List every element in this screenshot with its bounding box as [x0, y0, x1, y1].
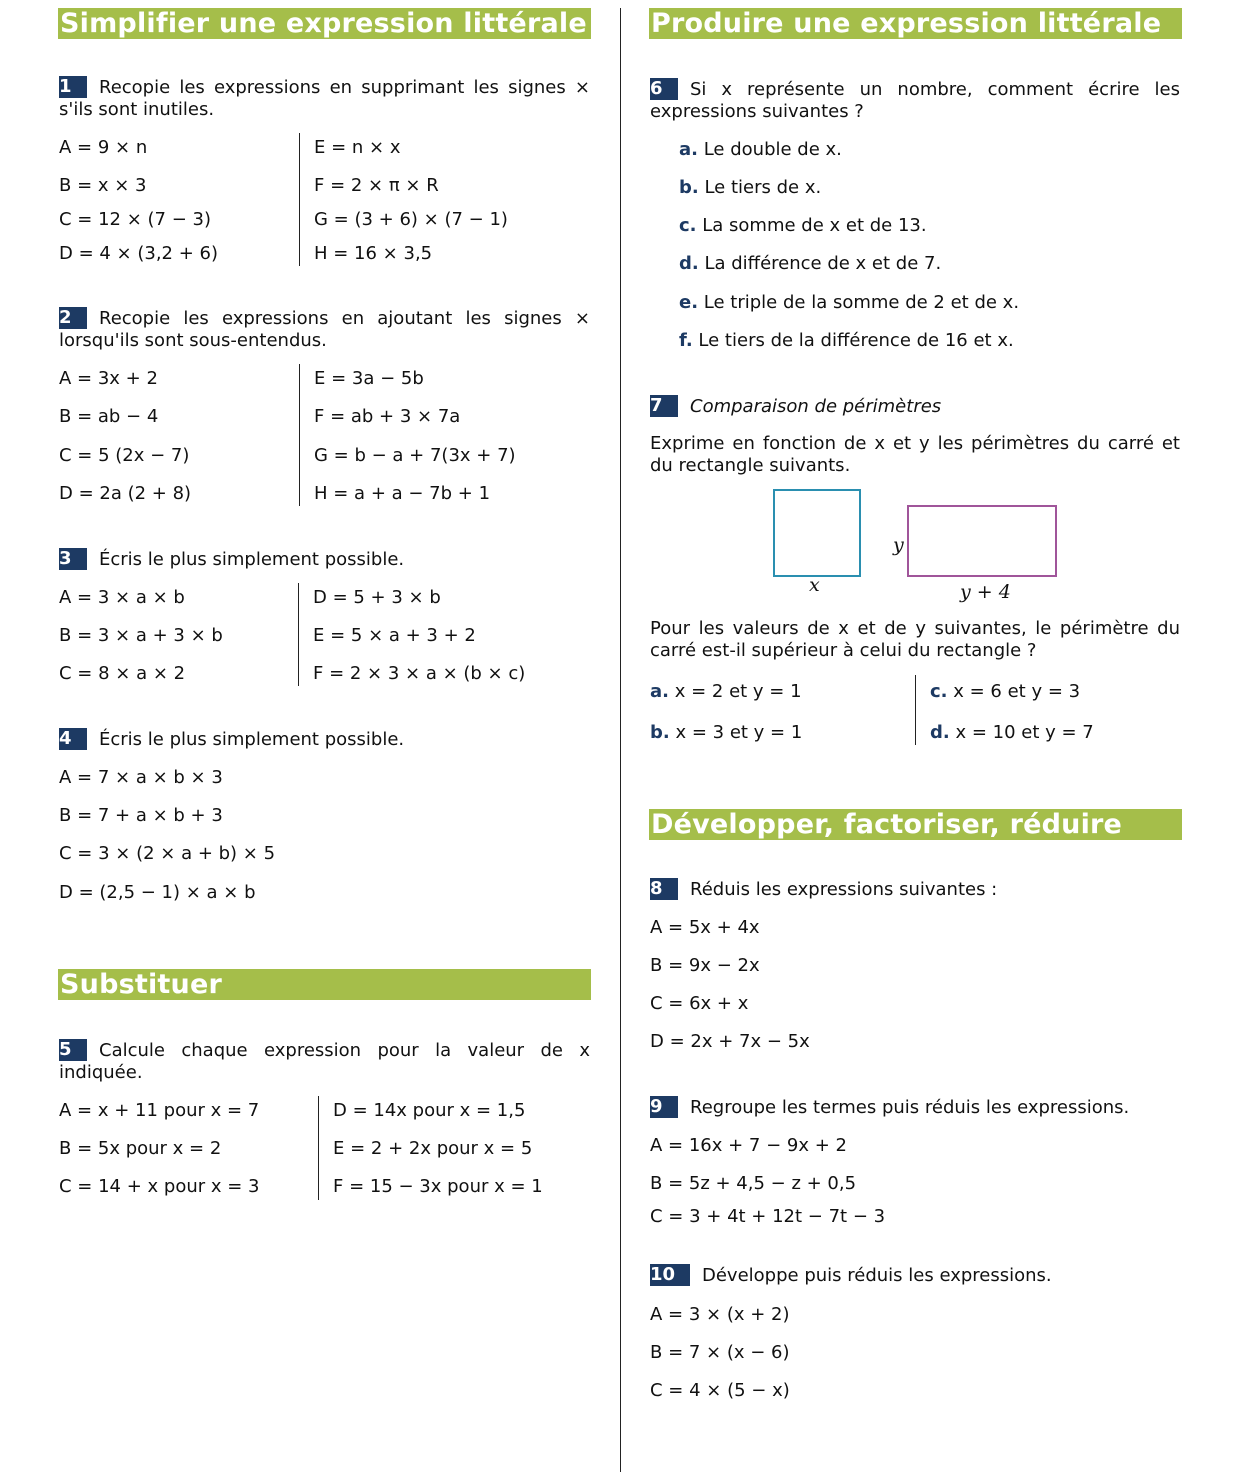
expression: B = 3 × a + 3 × b: [59, 625, 223, 646]
exercise-number: 5: [59, 1039, 87, 1061]
expression: A = 7 × a × b × 3: [59, 767, 223, 788]
exercise-number: 1: [59, 76, 87, 98]
item-label: a.: [650, 681, 669, 702]
item-label: b.: [679, 177, 699, 198]
list-item: [679, 329, 1014, 353]
expression: D = 5 + 3 × b: [313, 587, 441, 608]
list-item: [679, 252, 941, 276]
list-item: [679, 214, 927, 238]
exercise-text: Regroupe les termes puis réduis les expressions.: [690, 1097, 1130, 1118]
expression: B = 7 + a × b + 3: [59, 805, 223, 826]
item-text: x = 10 et y = 7: [955, 722, 1094, 743]
exercise-text: Écris le plus simplement possible.: [99, 549, 405, 570]
table-separator: [298, 583, 299, 686]
expression: H = 16 × 3,5: [314, 243, 433, 264]
item-label: c.: [930, 681, 948, 702]
exercise-number: 8: [650, 878, 678, 900]
expression: A = 3x + 2: [59, 368, 158, 389]
exercise-5-statement: [59, 1039, 590, 1084]
exercise-6-statement: [650, 78, 1180, 123]
list-item: [930, 680, 1080, 704]
exercise-10-statement: [650, 1264, 1180, 1287]
column-divider: [620, 8, 621, 1472]
expression: E = n × x: [314, 137, 401, 158]
expression: E = 3a − 5b: [314, 368, 424, 389]
item-text: x = 3 et y = 1: [675, 722, 803, 743]
list-item: [650, 680, 802, 704]
expression: B = 9x − 2x: [650, 955, 760, 976]
expression: E = 5 × a + 3 + 2: [313, 625, 476, 646]
section-title-simplifier: Simplifier une expression littérale: [58, 8, 591, 39]
item-label: e.: [679, 292, 699, 313]
exercise-4-statement: [59, 728, 590, 751]
exercise-number: 3: [59, 548, 87, 570]
item-text: Le tiers de x.: [704, 177, 822, 198]
table-separator: [318, 1096, 319, 1200]
expression: F = 2 × π × R: [314, 175, 439, 196]
expression: B = 5z + 4,5 − z + 0,5: [650, 1173, 857, 1194]
expression: B = 7 × (x − 6): [650, 1342, 790, 1363]
exercise-text: Recopie les expressions en supprimant les signes × s'ils sont inutiles.: [59, 77, 590, 120]
exercise-3-statement: [59, 548, 590, 571]
expression: C = 5 (2x − 7): [59, 445, 190, 466]
exercise-7-intro: Exprime en fonction de x et y les périmètres du carré et du rectangle suivants.: [650, 433, 1180, 476]
expression: F = ab + 3 × 7a: [314, 406, 461, 427]
expression: D = 14x pour x = 1,5: [333, 1100, 526, 1121]
expression: H = a + a − 7b + 1: [314, 483, 491, 504]
item-label: f.: [679, 330, 693, 351]
expression: G = b − a + 7(3x + 7): [314, 445, 516, 466]
table-separator: [299, 364, 300, 506]
expression: C = 4 × (5 − x): [650, 1380, 790, 1401]
exercise-9-statement: [650, 1096, 1180, 1119]
list-item: [930, 721, 1094, 745]
exercise-number: 9: [650, 1096, 678, 1118]
exercise-number: 6: [650, 78, 678, 100]
expression: A = x + 11 pour x = 7: [59, 1100, 260, 1121]
expression: G = (3 + 6) × (7 − 1): [314, 209, 508, 230]
item-label: d.: [679, 253, 699, 274]
exercise-text: Réduis les expressions suivantes :: [690, 879, 998, 900]
section-title-produire: Produire une expression littérale: [649, 8, 1182, 39]
item-text: La différence de x et de 7.: [704, 253, 942, 274]
expression: C = 12 × (7 − 3): [59, 209, 211, 230]
expression: B = x × 3: [59, 175, 147, 196]
list-item: [679, 138, 842, 162]
expression: B = ab − 4: [59, 406, 159, 427]
exercise-text: Développe puis réduis les expressions.: [702, 1265, 1052, 1286]
item-label: b.: [650, 722, 670, 743]
expression: C = 6x + x: [650, 993, 749, 1014]
square-figure: [773, 489, 861, 577]
exercise-text: Si x représente un nombre, comment écrire les expressions suivantes ?: [650, 79, 1180, 122]
item-label: d.: [930, 722, 950, 743]
expression: A = 3 × (x + 2): [650, 1304, 790, 1325]
exercise-7-question: Pour les valeurs de x et de y suivantes, le périmètre du carré est-il supérieur à celui du rectangle ?: [650, 618, 1180, 661]
section-title-substituer: Substituer: [58, 969, 591, 1000]
item-text: Le double de x.: [703, 139, 842, 160]
exercise-title: Comparaison de périmètres: [690, 396, 942, 417]
square-side-label: x: [809, 574, 820, 596]
expression: C = 3 + 4t + 12t − 7t − 3: [650, 1206, 886, 1227]
table-separator: [915, 675, 916, 745]
expression: C = 3 × (2 × a + b) × 5: [59, 843, 276, 864]
expression: F = 15 − 3x pour x = 1: [333, 1176, 543, 1197]
list-item: [679, 291, 1019, 315]
expression: C = 14 + x pour x = 3: [59, 1176, 260, 1197]
expression: D = 2a (2 + 8): [59, 483, 192, 504]
item-text: Le tiers de la différence de 16 et x.: [698, 330, 1014, 351]
expression: B = 5x pour x = 2: [59, 1138, 222, 1159]
expression: D = 2x + 7x − 5x: [650, 1031, 810, 1052]
item-label: c.: [679, 215, 697, 236]
exercise-2-statement: [59, 307, 590, 352]
exercise-number: 7: [650, 395, 678, 417]
exercise-text: Calcule chaque expression pour la valeur de x indiquée.: [59, 1040, 590, 1083]
expression: D = (2,5 − 1) × a × b: [59, 882, 256, 903]
item-text: La somme de x et de 13.: [702, 215, 927, 236]
exercise-text: Recopie les expressions en ajoutant les signes × lorsqu'ils sont sous-entendus.: [59, 308, 590, 351]
expression: A = 16x + 7 − 9x + 2: [650, 1135, 847, 1156]
rectangle-width-label: y + 4: [960, 581, 1011, 603]
rectangle-figure: [907, 505, 1057, 577]
list-item: [679, 176, 821, 200]
expression: C = 8 × a × 2: [59, 663, 186, 684]
table-separator: [299, 133, 300, 266]
exercise-1-statement: [59, 76, 590, 121]
expression: A = 9 × n: [59, 137, 148, 158]
item-label: a.: [679, 139, 698, 160]
list-item: [650, 721, 802, 745]
exercise-8-statement: [650, 878, 1180, 901]
expression: A = 5x + 4x: [650, 917, 760, 938]
expression: E = 2 + 2x pour x = 5: [333, 1138, 533, 1159]
exercise-number: 4: [59, 728, 87, 750]
exercise-number: 2: [59, 307, 87, 329]
section-title-developper: Développer, factoriser, réduire: [649, 809, 1182, 840]
item-text: x = 6 et y = 3: [953, 681, 1081, 702]
item-text: x = 2 et y = 1: [674, 681, 802, 702]
exercise-7-title: [650, 395, 1180, 418]
expression: F = 2 × 3 × a × (b × c): [313, 663, 526, 684]
expression: D = 4 × (3,2 + 6): [59, 243, 219, 264]
item-text: Le triple de la somme de 2 et de x.: [703, 292, 1020, 313]
exercise-text: Écris le plus simplement possible.: [99, 729, 405, 750]
rectangle-height-label: y: [893, 534, 904, 556]
exercise-number: 10: [650, 1264, 690, 1286]
expression: A = 3 × a × b: [59, 587, 185, 608]
